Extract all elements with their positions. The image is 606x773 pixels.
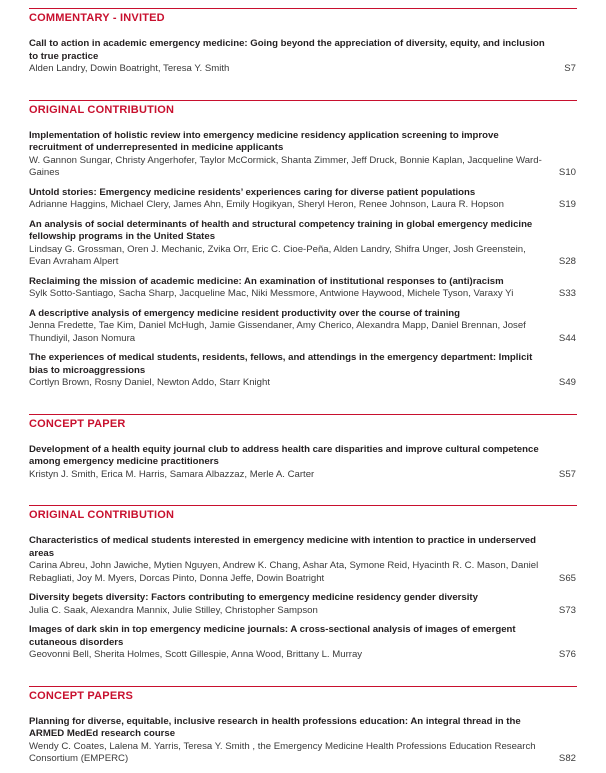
- article-authors: W. Gannon Sungar, Christy Angerhofer, Taylor McCormick, Shanta Zimmer, Jeff Druck, Bonnie Kaplan, Jacqueline Ward-Gaines: [29, 154, 542, 178]
- article-page-number: S33: [558, 288, 576, 299]
- article-title[interactable]: Implementation of holistic review into emergency medicine residency application screening to improve recruitment of underrepresented in medicine applicants: [29, 129, 499, 153]
- section-concept-paper: [29, 414, 577, 482]
- article-title[interactable]: Characteristics of medical students interested in emergency medicine with intention to practice in underserved areas: [29, 535, 537, 559]
- article-authors: Kristyn J. Smith, Erica M. Harris, Samara Albazzaz, Merle A. Carter: [29, 468, 315, 480]
- article-authors: Julia C. Saak, Alexandra Mannix, Julie Stilley, Christopher Sampson: [29, 604, 318, 616]
- article-page-number: S44: [558, 332, 576, 344]
- article-entry[interactable]: [29, 624, 577, 662]
- article-authors: Sylk Sotto-Santiago, Sacha Sharp, Jacqueline Mac, Niki Messmore, Antwione Haywood, Michele Tyson, Varaxy Yi: [29, 288, 514, 299]
- article-page-number: S73: [558, 604, 576, 616]
- article-entry[interactable]: [29, 276, 577, 301]
- article-entry[interactable]: [29, 592, 577, 617]
- section-heading: ORIGINAL CONTRIBUTION: [29, 103, 175, 116]
- article-authors: Carina Abreu, John Jawiche, Mytien Nguyen, Andrew K. Chang, Ashar Ata, Symone Reid, Hyacinth R. C. Mason, Daniel Rebagliati, Joy M. Myers, Dorcas Pinto, Donna Jeffe, Dowin Boatright: [29, 560, 539, 584]
- article-title[interactable]: Untold stories: Emergency medicine residents’ experiences caring for diverse patient populations: [29, 186, 476, 198]
- article-page-number: S65: [558, 572, 576, 584]
- article-authors: Jenna Fredette, Tae Kim, Daniel McHugh, Jamie Gissendaner, Amy Cherico, Alexandra Mapp, Daniel Brennan, Josef Thundiyil, Jason Nomura: [29, 320, 526, 344]
- article-page-number: S57: [558, 468, 576, 480]
- article-authors: Lindsay G. Grossman, Oren J. Mechanic, Zvika Orr, Eric C. Cioe-Peña, Alden Landry, Shifra Unger, Josh Greenstein, Evan Avraham Alpert: [29, 243, 526, 267]
- article-page-number: S10: [558, 167, 576, 178]
- article-entry[interactable]: [29, 219, 577, 269]
- article-page-number: S49: [558, 377, 576, 388]
- section-heading: ORIGINAL CONTRIBUTION: [29, 509, 175, 521]
- article-entry[interactable]: [29, 535, 577, 585]
- section-concept-papers: [29, 686, 577, 766]
- article-entry[interactable]: [29, 308, 577, 346]
- article-title[interactable]: The experiences of medical students, residents, fellows, and attendings in the emergency department: Implicit bias to microaggressions: [29, 352, 533, 376]
- article-title[interactable]: Planning for diverse, equitable, inclusive research in health professions education: An integral thread in the ARMED MedEd research course: [29, 715, 521, 739]
- article-page-number: S19: [558, 199, 576, 210]
- article-entry[interactable]: [29, 38, 577, 76]
- section-heading: CONCEPT PAPERS: [29, 689, 134, 702]
- section-heading: CONCEPT PAPER: [29, 417, 126, 430]
- article-authors: Geovonni Bell, Sherita Holmes, Scott Gillespie, Anna Wood, Brittany L. Murray: [29, 649, 363, 660]
- article-entry[interactable]: [29, 352, 577, 390]
- article-entry[interactable]: [29, 444, 577, 482]
- section-commentary-invited: [29, 8, 577, 76]
- table-of-contents: [29, 0, 577, 773]
- article-authors: Wendy C. Coates, Lalena M. Yarris, Teresa Y. Smith , the Emergency Medicine Health Professions Education Research Consortium (EMPERC): [29, 740, 536, 764]
- article-title[interactable]: Call to action in academic emergency medicine: Going beyond the appreciation of diversity, equity, and inclusion to true practice: [29, 38, 545, 62]
- article-title[interactable]: Diversity begets diversity: Factors contributing to emergency medicine residency gender diversity: [29, 592, 478, 603]
- article-authors: Adrianne Haggins, Michael Clery, James Ahn, Emily Hogikyan, Sheryl Heron, Renee Johnson, Laura R. Hopson: [29, 199, 504, 210]
- article-page-number: S28: [558, 256, 576, 267]
- article-title[interactable]: Development of a health equity journal club to address health care disparities and improve cultural competence among emergency medicine practitioners: [29, 443, 539, 467]
- article-entry[interactable]: [29, 187, 577, 212]
- article-page-number: S76: [558, 649, 576, 660]
- article-authors: Cortlyn Brown, Rosny Daniel, Newton Addo, Starr Knight: [29, 377, 271, 388]
- article-title[interactable]: An analysis of social determinants of health and structural competency training in global emergency medicine fellowship programs in the United States: [29, 218, 533, 242]
- section-original-contribution: [29, 100, 577, 390]
- article-title[interactable]: A descriptive analysis of emergency medicine resident productivity over the course of training: [29, 307, 460, 319]
- article-entry[interactable]: [29, 716, 577, 766]
- article-page-number: S82: [558, 753, 576, 764]
- section-original-contribution-2: [29, 505, 577, 662]
- article-title[interactable]: Images of dark skin in top emergency medicine journals: A cross-sectional analysis of images of emergent cutaneous disorders: [29, 624, 516, 648]
- article-authors: Alden Landry, Dowin Boatright, Teresa Y. Smith: [29, 63, 230, 74]
- article-entry[interactable]: [29, 130, 577, 180]
- article-page-number: S7: [564, 63, 576, 74]
- section-heading: COMMENTARY - INVITED: [29, 12, 165, 24]
- article-title[interactable]: Reclaiming the mission of academic medicine: An examination of institutional responses to (anti)racism: [29, 275, 504, 287]
